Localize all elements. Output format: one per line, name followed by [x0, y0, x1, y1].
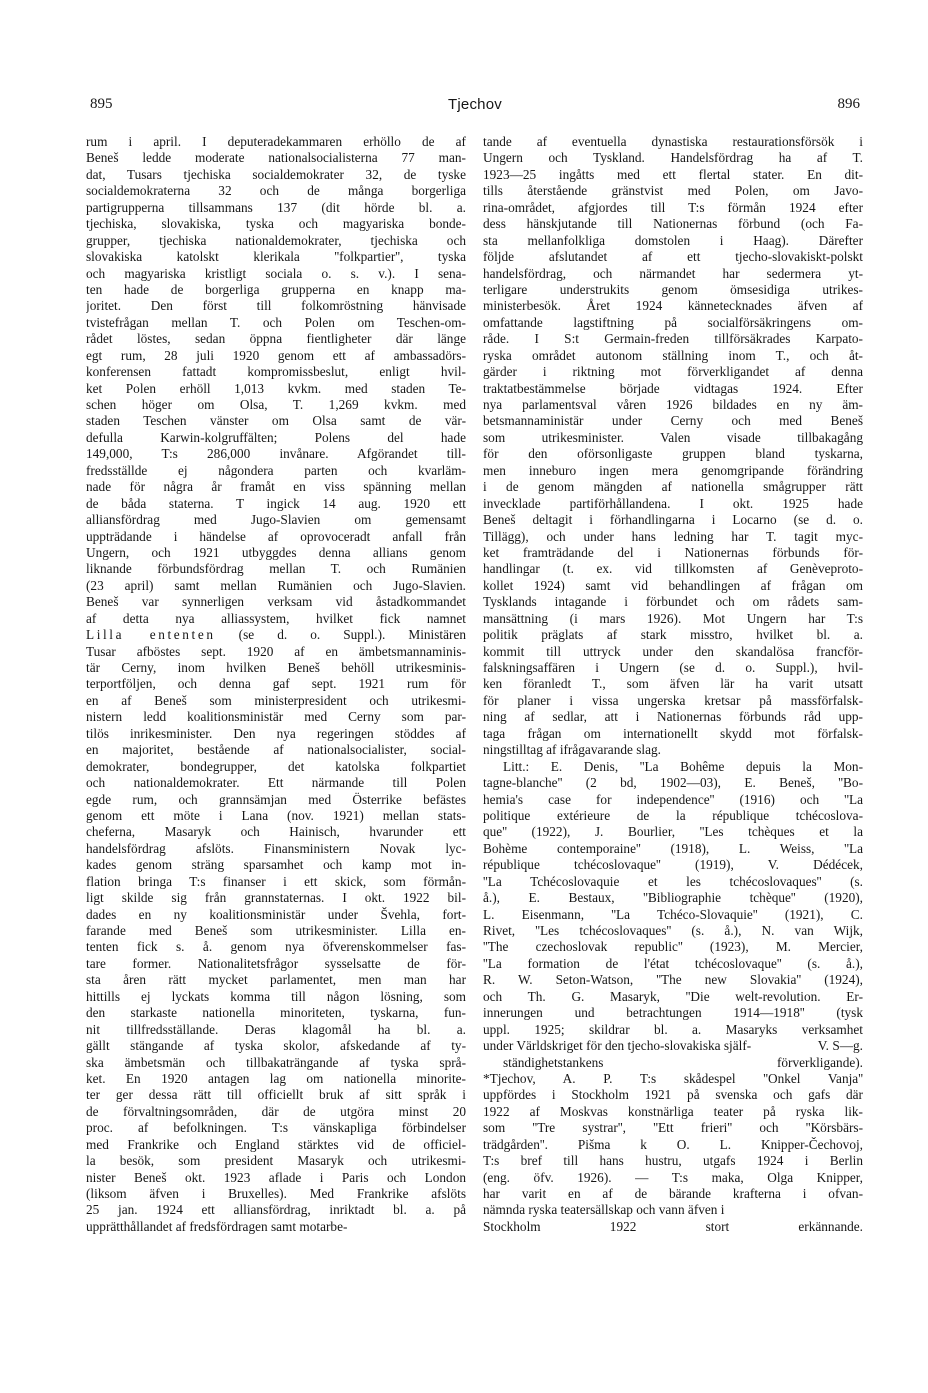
text-line: ministerbesök. Året 1924 kännetecknades äfven af [483, 298, 863, 314]
text-line: schen höger om Olsa, T. 1,269 kvkm. med [86, 397, 466, 412]
text-line: mansättning (i mars 1926). Mot Ungern har T:s [483, 610, 863, 626]
text-line: ryska området autonom ställning inom T., och åt- [483, 347, 863, 363]
text-line: politique extérieure de la république tchécoslova- [483, 807, 863, 823]
text-line: tjechiska, slovakiska, tyska och magyariska bonde- [86, 216, 466, 232]
text-line: dades en ny koalitionsministär under Švehla, fort- [86, 906, 466, 922]
text-line: ska ämbetsmän och tillbakaträngande af tyska språ- [86, 1054, 466, 1070]
text-line: tills återstående gränstvist med Polen, om Javo- [483, 183, 863, 199]
text-line: 1923—25 ingåtts med ett flertal stater. En dit- [483, 166, 863, 182]
text-line: ten hade de borgerliga grupperna en knapp ma- [86, 281, 466, 297]
text-line: ''The czechoslovak republic'' (1923), M. Mercier, [483, 939, 863, 955]
text-line: handlingar (t. ex. vid tillkomsten af Genèveproto- [483, 561, 863, 577]
text-line: (liksom äfven i Bruxelles). Med Frankrike afslöts [86, 1186, 466, 1201]
text-line: ket framträdande del i Nationernas förbunds för- [483, 544, 863, 560]
text-line: tenten fick s. å. genom nya öfverenskommelser fas- [86, 939, 466, 955]
text-line: ken föranledt T., som äfven lär ha varit utsatt [483, 676, 863, 692]
text-line: nämnda ryska teatersällskap och vann äfven i [483, 1202, 725, 1218]
text-line: invecklade partiförhållandena. I okt. 1925 hade [483, 495, 863, 511]
text-line: fredsställde ej någondera parten och kvarläm- [86, 462, 466, 478]
left-column [86, 134, 466, 1235]
text-line: terportföljen, och denna gaf sept. 1921 rum för [86, 676, 466, 692]
text-line: med Frankrike och England stärktes vid de officiel- [86, 1136, 466, 1152]
text-line: omfattande lagstiftning på socialförsäkringens om- [483, 314, 863, 330]
running-title: Tjechov [448, 96, 502, 113]
text-line: gärder i riktning mot förverkligandet af denna [483, 364, 863, 380]
text-line: Lilla ententen (se d. o. Suppl.). Ministären [86, 627, 466, 643]
text-line: L. Eisenmann, ''La Tchéco-Slovaquie'' (1921), C. [483, 906, 863, 922]
text-line: gällt stängande af tyska skolor, afskedande af ty- [86, 1038, 466, 1054]
text-line: de förvaltningsområden, där de utgöra minst 20 [86, 1103, 466, 1119]
text-line: joritet. Den först till folkomröstning hänvisade [86, 298, 466, 314]
text-line: Ungern, och 1921 utbyggdes denna allians genom [86, 544, 466, 560]
text-line: slovakiska katolskt klerikala ''folkpartier'', tyska [86, 249, 466, 265]
text-line: Beneš var synnerligen verksam vid åstadkommandet [86, 594, 466, 610]
text-line: république tchécoslovaque'' (1919), V. Dédécek, [483, 857, 863, 873]
text-line: 1922 af Moskvas konstnärliga teater på ryska lik- [483, 1103, 863, 1119]
text-line: uppträdande i händelse af oprovoceradt anfall från [86, 528, 466, 544]
text-line: uppfördes i Stockholm 1921 på svenska och gafs där [483, 1087, 863, 1103]
text-line: uppl. 1925; skildrar bl. a. Masaryks verksamhet [483, 1021, 863, 1037]
text-line: *Tjechov, A. P. T:s skådespel ''Onkel Vanja'' [483, 1070, 863, 1086]
text-line: hemia's case for independence'' (1916) och ''La [483, 791, 863, 807]
text-line: för planer i vissa ungerska kretsar på massförfalsk- [483, 692, 863, 708]
text-line: (23 april) samt mellan Rumänien och Jugo-Slavien. [86, 577, 466, 593]
page-number-left: 895 [90, 96, 113, 112]
text-line: nit tillfredsställande. Deras klagomål ha bl. a. [86, 1021, 466, 1037]
text-line: Stockholm 1922 stort erkännande. [483, 1218, 863, 1234]
text-line: och magyariska kristligt sociala o. s. v.). I sena- [86, 265, 466, 281]
text-line: ter ger dessa rätt till officiellt bruk af sitt språk i [86, 1087, 466, 1103]
text-line: rådet löstes, sedan öppna fientligheter där länge [86, 331, 466, 347]
text-line: tande af eventuella dynastiska restaurationsförsök i [483, 134, 863, 149]
text-line: ning af sedlar, att i Nationernas förbunds råd upp- [483, 709, 863, 725]
text-line: Bohème contemporaine'' (1918), L. Weiss, ''La [483, 840, 863, 856]
author-signature: V. S—g. [817, 1038, 863, 1054]
text-line: liknande förbundsfördrag mellan T. och Rumänien [86, 561, 466, 577]
text-line: ligt skilde sig från grannstaternas. I okt. 1922 bil- [86, 890, 466, 906]
text-line: terligare understrukits genom ömsesidiga utrikes- [483, 281, 863, 297]
text-line: rum i april. I deputeradekammaren erhöllo de af [86, 134, 466, 149]
text-line: politik präglats af stark misstro, hvilket bl. a. [483, 627, 863, 643]
text-line: demokrater, bondegrupper, det katolska folkpartiet [86, 758, 466, 774]
text-line: ''La Tchécoslovaquie et les tchécoslovaques'' (s. [483, 873, 863, 889]
text-line: konferensen fattadt kompromissbeslut, enligt hvil- [86, 364, 466, 380]
text-line: alliansfördrag med Jugo-Slavien om gemensamt [86, 512, 466, 528]
text-line: som utrikesminister. Valen visade tillbakagång [483, 429, 863, 445]
text-line: R. W. Seton-Watson, ''The new Slovakia'' (1924), [483, 972, 863, 988]
text-line: dess hänskjutande till Nationernas förbund (och Fa- [483, 216, 863, 232]
text-line: en af Beneš som ministerpresident och utrikesmi- [86, 692, 466, 708]
text-line: ket. En 1920 antagen lag om nationella minorite- [86, 1070, 466, 1086]
text-line: farande med Beneš som utrikesminister. Lilla en- [86, 923, 466, 938]
text-line: upprätthållandet af fredsfördragen samt motarbe- [86, 1218, 348, 1234]
text-line: 149,000, T:s 286,000 invånare. Afgörandet till- [86, 446, 466, 462]
text-line: grupper, tjechiska nationaldemokrater, tjechiska och [86, 232, 466, 248]
text-line: innerungen und betrachtungen 1914—1918'' (tysk [483, 1005, 863, 1021]
text-line: proc. af befolkningen. T:s vänskapliga förbindelser [86, 1120, 466, 1136]
text-line: ''La formation de l'état tchécoslovaque'' (s. å.), [483, 955, 863, 971]
text-line: å.), E. Bestaux, ''Bibliographie tchèque'' (1920), [483, 890, 863, 906]
text-line: tagne-blanche'' (2 bd, 1902—03), E. Beneš, ''Bo- [483, 775, 863, 791]
text-line: Tillägg), och under hans ledning har T. tagit myc- [483, 528, 863, 544]
text-line: (eng. öfv. 1926). — T:s maka, Olga Knipper, [483, 1169, 863, 1185]
text-line: rina-området, afgjordes till T:s förmån 1924 efter [483, 199, 863, 215]
text-line: kades genom sträng sparsamhet och kamp mot in- [86, 857, 466, 873]
text-line: Beneš ledde moderate nationalsocialisterna 77 man- [86, 150, 466, 166]
text-line: Rivet, ''Les tchécoslovaques'' (s. å.), N. van Wijk, [483, 923, 863, 938]
text-line: 25 jan. 1924 ett alliansfördrag, inriktadt bl. a. på [86, 1202, 466, 1218]
text-line: tilös inrikesminister. Den nya regeringen stöddes af [86, 725, 466, 741]
text-line: traktatbestämmelse började vidtagas 1924. Efter [483, 380, 863, 396]
text-line: de båda staterna. T ingick 14 aug. 1920 ett [86, 495, 466, 511]
text-line: genom ett möte i Lana (nov. 1921) mellan stats- [86, 807, 466, 823]
text-line: handelsfördrag, och närmandet har sedermera yt- [483, 265, 863, 281]
text-line: egt rum, 28 juli 1920 genom ett af ambassadörs- [86, 347, 466, 363]
text-line: hittills ej lyckats komma till någon lösning, som [86, 988, 466, 1004]
text-line: af detta nya alliassystem, hvilket fick namnet [86, 610, 466, 626]
text-line: flation bringa T:s finanser i ett skick, som förmån- [86, 873, 466, 889]
text-line: nade för några år framåt en viss spänning mellan [86, 479, 466, 495]
text-line: Litt.: E. Denis, ''La Bohême depuis la Mon- [503, 758, 863, 774]
text-line: betsmannaministär under Cerny och med Beneš [483, 413, 863, 429]
text-line: nistern ledd koalitionsministär med Cerny som par- [86, 709, 466, 725]
text-line: den starkaste nationella minoriteten, tyskarna, fun- [86, 1005, 466, 1021]
text-line: nya parlamentsval våren 1926 bildades en ny äm- [483, 397, 863, 412]
text-line: taga frågan om internationellt skydd mot förfalsk- [483, 725, 863, 741]
text-line: men inneburo ingen mera genomgripande förändring [483, 462, 863, 478]
text-line: staden Teschen vänster om Olsa samt de vär- [86, 413, 466, 429]
text-line: under Världskriget för den tjecho-slovakiska själf- V. S—g. [483, 1038, 863, 1054]
page-header [90, 96, 860, 118]
text-line: och nationaldemokrater. Ett närmande till Polen [86, 775, 466, 791]
text-line: nister Beneš okt. 1923 aflade i Paris och London [86, 1169, 466, 1185]
text-line: Tysklands intagande i förbundet och om rådets sam- [483, 594, 863, 610]
text-line: trädgården''. Pišma k O. L. Knipper-Čechovoj, [483, 1136, 863, 1152]
text-line: kommit till uttryck under den skandalösa francför- [483, 643, 863, 659]
text-line: för den oförsonligaste gruppen bland tyskarna, [483, 446, 863, 462]
text-line: ket Polen erhöll 1,013 kvkm. med staden Te- [86, 380, 466, 396]
text-line: egde rum, och grannsämjan med Österrike befästes [86, 791, 466, 807]
text-line: que'' (1922), J. Bourlier, ''Les tchèques et la [483, 824, 863, 840]
text-line: defulla Karwin-kolgruffälten; Polens del hade [86, 429, 466, 445]
text-line: la besök, som president Masaryk och utrikesmi- [86, 1153, 466, 1169]
text-line: falskningsaffären i Ungern (se d. o. Suppl.), hvil- [483, 660, 863, 675]
text-line: cheferna, Masaryk och Hainisch, hvarunder ett [86, 824, 466, 840]
text-line: tvistefrågan mellan T. och Polen om Teschen-om- [86, 314, 466, 330]
text-line: kollet 1924) samt vid behandlingen af frågan om [483, 577, 863, 593]
text-line: tär Cerny, inom hvilken Beneš behöll utrikesminis- [86, 660, 466, 675]
text-line: partigrupperna tillsammans 137 (dit hörde bl. a. [86, 199, 466, 215]
text-line: tare former. Nationalitetsfrågor sysselsatte de för- [86, 955, 466, 971]
text-line: T:s bref till hans hustru, utgafs 1924 i Berlin [483, 1153, 863, 1169]
text-line: socialdemokraterna 32 och de många borgerliga [86, 183, 466, 199]
text-line: en majoritet, bestående af nationalsocialister, social- [86, 742, 466, 758]
text-line: följde afslutandet af ett tjecho-slovakiskt-polskt [483, 249, 863, 265]
text-line: som ''Tre systrar'', ''Ett frieri'' och ''Körsbärs- [483, 1120, 863, 1136]
text-line: handelsfördrag afslöts. Finansministern Novak lyc- [86, 840, 466, 856]
text-line: ständighetstankens förverkligande). [503, 1054, 863, 1070]
text-line: i de genom mängden af nationella smågrupper rätt [483, 479, 863, 495]
text-line: ningstilltag af ifrågavarande slag. [483, 742, 661, 758]
text-line: Ungern och Tyskland. Handelsfördrag ha af T. [483, 150, 863, 166]
text-line: dat, Tusars tjechiska socialdemokrater 32, de tyske [86, 166, 466, 182]
text-line: Beneš deltagit i förhandlingarna i Locarno (se d. o. [483, 512, 863, 528]
text-line: och Th. G. Masaryk, ''Die welt-revolution. Er- [483, 988, 863, 1004]
text-line: har varit en af de bärande krafterna i ofvan- [483, 1186, 863, 1201]
text-line: sta åren rätt mycket parlamentet, men man har [86, 972, 466, 988]
page-number-right: 896 [837, 96, 860, 112]
text-line: råde. I S:t Germain-freden tillförsäkrades Karpato- [483, 331, 863, 347]
text-line: sta mellanfolkliga domstolen i Haag). Därefter [483, 232, 863, 248]
text-line: Tusar afböstes sept. 1920 af en ämbetsmannaminis- [86, 643, 466, 659]
right-column [483, 134, 863, 1235]
